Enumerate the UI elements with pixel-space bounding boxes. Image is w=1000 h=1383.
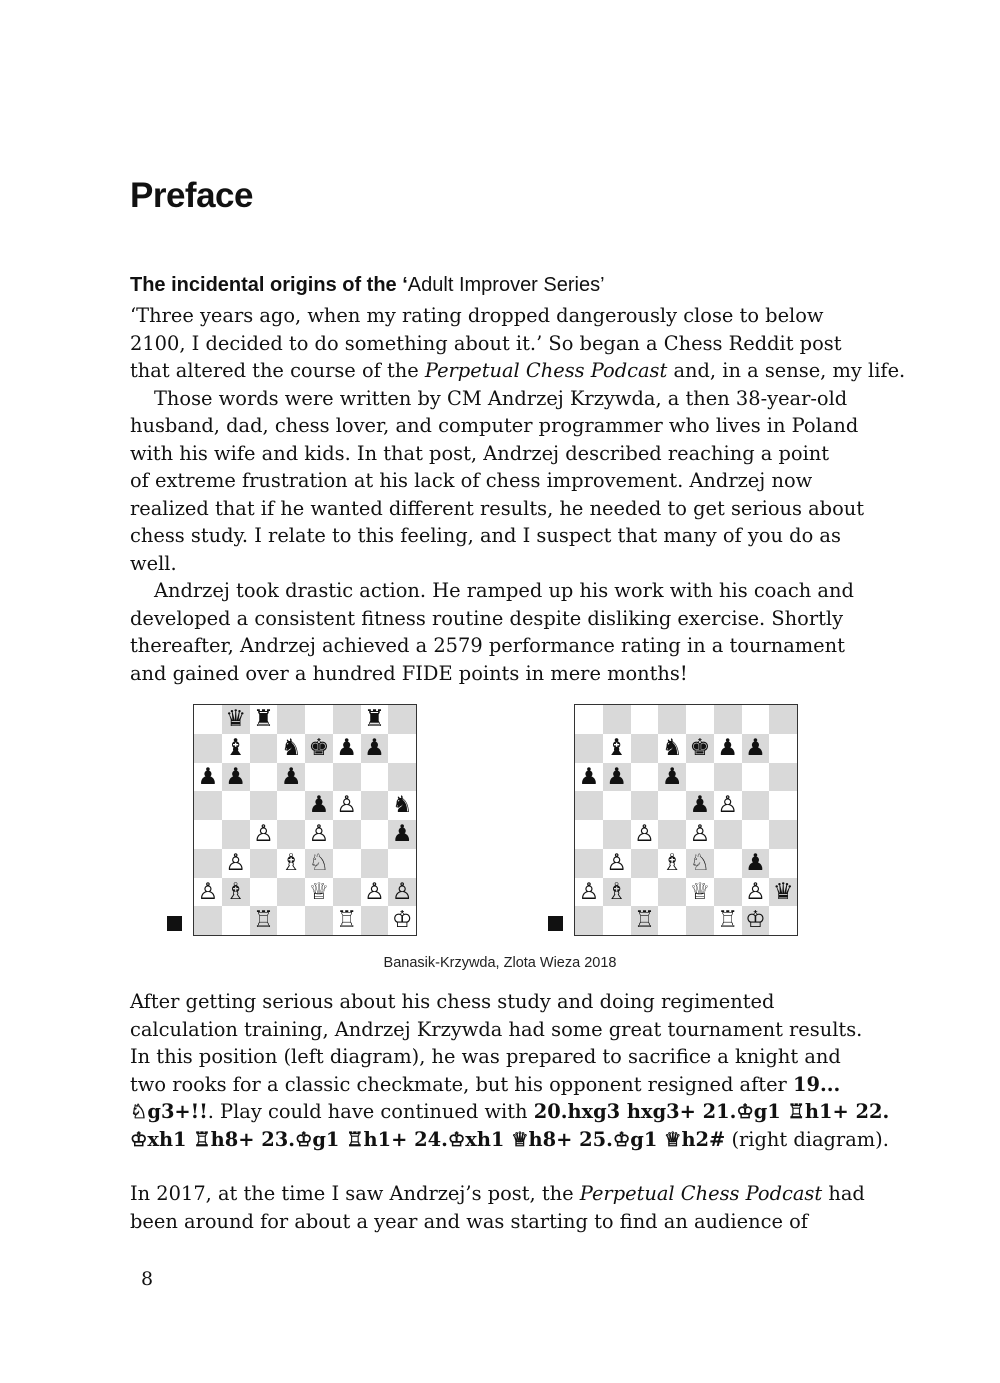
text-segment: calculation training, Andrzej Krzywda had some great tournament results.: [130, 1017, 863, 1041]
board-square: [361, 763, 389, 792]
board-square: [658, 878, 686, 907]
to-move-indicator-left: [167, 916, 182, 931]
body-text-top: [130, 302, 906, 687]
black-pawn-icon: ♟: [197, 763, 219, 790]
black-knight-icon: ♞: [661, 734, 683, 761]
black-bishop-icon: ♝: [606, 734, 627, 761]
white-pawn-icon: ♙: [391, 878, 413, 905]
white-pawn-icon: ♙: [717, 792, 738, 819]
text-segment: Those words were written by CM Andrzej Krzywda, a then 38-year-old: [154, 386, 848, 410]
text-line: [130, 660, 870, 688]
board-square: [277, 705, 305, 734]
white-knight-icon: ♘: [308, 849, 330, 876]
black-pawn-icon: ♟: [661, 763, 683, 790]
white-king-icon: ♔: [391, 907, 413, 934]
board-square: [250, 734, 278, 763]
board-square: [333, 878, 361, 907]
board-square: [658, 820, 686, 849]
board-square: [714, 705, 742, 734]
board-square: [277, 878, 305, 907]
text-segment: chess study. I relate to this feeling, and I suspect that many of you do as: [130, 524, 841, 547]
board-square: [361, 791, 389, 820]
text-line: [130, 412, 870, 440]
text-segment: developed a consistent fitness routine despite disliking exercise. Shortly: [130, 606, 844, 630]
text-segment: 2100, I decided to do something about it.’ So began a Chess Reddit post: [130, 331, 842, 355]
board-square: [714, 820, 742, 849]
white-pawn-icon: ♙: [364, 878, 385, 905]
board-square: [361, 906, 389, 935]
text-segment: well.: [130, 551, 177, 575]
board-square: [769, 705, 797, 734]
board-square: [769, 906, 797, 935]
section-heading-rest: Adult Improver Series’: [407, 274, 605, 296]
board-square: [194, 849, 222, 878]
white-pawn-icon: ♙: [745, 878, 766, 905]
white-rook-icon: ♖: [717, 907, 738, 934]
move-notation: 19...: [792, 1072, 841, 1096]
board-square: [769, 820, 797, 849]
text-line: [130, 988, 870, 1016]
chess-diagram-right: [574, 704, 798, 936]
board-square: [222, 820, 250, 849]
text-segment: In 2017, at the time I saw Andrzej’s post, the: [130, 1182, 580, 1205]
board-square: [222, 906, 250, 935]
board-square: [194, 791, 222, 820]
board-square: [333, 820, 361, 849]
board-square: [305, 906, 333, 935]
white-pawn-icon: ♙: [197, 878, 219, 905]
board-square: [250, 849, 278, 878]
board-square: [631, 791, 659, 820]
black-pawn-icon: ♟: [308, 792, 330, 819]
text-line: [130, 522, 870, 550]
board-square: [769, 734, 797, 763]
text-segment: ‘Three years ago, when my rating dropped dangerously close to below: [130, 304, 824, 327]
text-segment: . Play could have continued with: [207, 1100, 534, 1123]
text-segment: with his wife and kids. In that post, Andrzej described reaching a point: [130, 441, 830, 465]
page-number: 8: [141, 1268, 154, 1290]
board-square: [575, 791, 603, 820]
board-square: [250, 878, 278, 907]
move-notation: ♘g3+!!: [130, 1100, 208, 1123]
text-segment: realized that if he wanted different results, he needed to get serious about: [130, 496, 865, 520]
board-square: [769, 763, 797, 792]
white-knight-icon: ♘: [689, 849, 711, 876]
text-line: [130, 1126, 889, 1154]
board-square: [714, 849, 742, 878]
text-line: [130, 605, 870, 633]
board-square: [305, 705, 333, 734]
board-square: [714, 763, 742, 792]
board-square: [658, 791, 686, 820]
board-square: [686, 906, 714, 935]
board-square: [333, 763, 361, 792]
board-square: [575, 849, 603, 878]
board-square: [388, 705, 416, 734]
board-square: [194, 705, 222, 734]
black-rook-icon: ♜: [253, 706, 274, 732]
text-line: [130, 495, 870, 523]
board-square: [250, 763, 278, 792]
text-segment: Andrzej took drastic action. He ramped up his work with his coach and: [154, 579, 854, 602]
white-king-icon: ♔: [745, 907, 766, 934]
body-text-bottom: [130, 988, 890, 1153]
text-line: [130, 1016, 870, 1044]
text-line: [130, 330, 870, 358]
text-line: [130, 302, 870, 330]
text-line: [130, 1071, 870, 1099]
white-pawn-icon: ♙: [578, 878, 600, 905]
black-knight-icon: ♞: [280, 734, 302, 761]
text-line: [130, 632, 870, 660]
white-rook-icon: ♖: [634, 907, 655, 934]
board-square: [575, 906, 603, 935]
board-square: [658, 906, 686, 935]
white-rook-icon: ♖: [253, 907, 274, 934]
board-square: [603, 906, 631, 935]
white-queen-icon: ♕: [689, 878, 711, 905]
black-king-icon: ♚: [308, 734, 330, 761]
board-square: [658, 705, 686, 734]
board-square: [333, 705, 361, 734]
text-segment: and gained over a hundred FIDE points in mere months!: [130, 661, 688, 685]
black-pawn-icon: ♟: [745, 849, 766, 876]
black-pawn-icon: ♟: [336, 734, 357, 761]
text-line: [130, 440, 870, 468]
board-square: [742, 820, 770, 849]
text-line: [130, 1208, 870, 1236]
text-line: [130, 1098, 890, 1126]
white-bishop-icon: ♗: [225, 878, 246, 905]
board-square: [575, 705, 603, 734]
text-segment: In this position (left diagram), he was prepared to sacrifice a knight and: [130, 1045, 841, 1068]
text-segment: been around for about a year and was starting to find an audience of: [130, 1209, 808, 1233]
board-square: [388, 763, 416, 792]
white-rook-icon: ♖: [336, 907, 357, 934]
board-square: [603, 791, 631, 820]
white-pawn-icon: ♙: [634, 821, 655, 847]
black-rook-icon: ♜: [364, 706, 385, 732]
white-pawn-icon: ♙: [308, 821, 330, 847]
black-pawn-icon: ♟: [391, 821, 413, 847]
board-square: [742, 763, 770, 792]
board-square: [388, 734, 416, 763]
board-square: [631, 734, 659, 763]
white-pawn-icon: ♙: [225, 849, 246, 876]
black-queen-icon: ♛: [225, 706, 246, 732]
text-segment: (right diagram).: [725, 1127, 889, 1151]
section-heading-bold: The incidental origins of the ‘: [130, 274, 408, 296]
italic-title: Perpetual Chess Podcast: [579, 1182, 823, 1205]
board-square: [631, 705, 659, 734]
black-pawn-icon: ♟: [225, 763, 246, 790]
text-segment: thereafter, Andrzej achieved a 2579 performance rating in a tournament: [130, 634, 845, 657]
text-line: [130, 1180, 870, 1208]
text-segment: of extreme frustration at his lack of chess improvement. Andrzej now: [130, 469, 813, 492]
italic-title: Perpetual Chess Podcast: [424, 359, 668, 382]
board-square: [194, 906, 222, 935]
board-square: [603, 705, 631, 734]
board-square: [631, 763, 659, 792]
board-square: [742, 791, 770, 820]
board-square: [686, 763, 714, 792]
board-square: [277, 820, 305, 849]
text-segment: two rooks for a classic checkmate, but his opponent resigned after: [130, 1072, 793, 1096]
black-pawn-icon: ♟: [689, 792, 711, 819]
board-square: [277, 791, 305, 820]
black-bishop-icon: ♝: [225, 734, 246, 761]
board-square: [194, 734, 222, 763]
board-square: [769, 791, 797, 820]
text-line: [130, 385, 870, 413]
board-square: [194, 820, 222, 849]
chess-diagram-left: [193, 704, 417, 936]
board-square: [277, 906, 305, 935]
white-queen-icon: ♕: [308, 878, 330, 905]
board-square: [769, 849, 797, 878]
black-pawn-icon: ♟: [745, 734, 766, 761]
black-queen-icon: ♛: [772, 878, 794, 905]
board-square: [305, 763, 333, 792]
white-bishop-icon: ♗: [606, 878, 627, 905]
text-line: [130, 577, 870, 605]
black-king-icon: ♚: [689, 734, 711, 761]
diagram-caption: Banasik-Krzywda, Zlota Wieza 2018: [383, 955, 617, 971]
text-line: [130, 357, 906, 385]
board-square: [742, 705, 770, 734]
move-notation: 20.hxg3 hxg3+ 21.♔g1 ♖h1+ 22.: [533, 1100, 890, 1123]
white-bishop-icon: ♗: [280, 849, 302, 876]
text-segment: and, in a sense, my life.: [667, 359, 906, 382]
text-line: [130, 1043, 870, 1071]
white-pawn-icon: ♙: [689, 821, 711, 847]
board-square: [631, 878, 659, 907]
move-notation: ♔xh1 ♖h8+ 23.♔g1 ♖h1+ 24.♔xh1 ♕h8+ 25.♔g1 ♕h2#: [130, 1127, 726, 1151]
board-square: [361, 820, 389, 849]
board-square: [250, 791, 278, 820]
white-pawn-icon: ♙: [606, 849, 627, 876]
text-segment: husband, dad, chess lover, and computer programmer who lives in Poland: [130, 414, 859, 437]
text-line: [130, 550, 870, 578]
section-heading: [130, 272, 870, 302]
white-pawn-icon: ♙: [253, 821, 274, 847]
board-square: [388, 849, 416, 878]
black-pawn-icon: ♟: [280, 763, 302, 790]
board-square: [686, 705, 714, 734]
black-pawn-icon: ♟: [578, 763, 600, 790]
text-line: [130, 467, 870, 495]
black-pawn-icon: ♟: [606, 763, 627, 790]
white-pawn-icon: ♙: [336, 792, 357, 819]
board-square: [631, 849, 659, 878]
board-square: [361, 849, 389, 878]
board-square: [575, 734, 603, 763]
white-bishop-icon: ♗: [661, 849, 683, 876]
text-segment: had: [822, 1182, 865, 1205]
to-move-indicator-right: [548, 916, 563, 931]
text-segment: After getting serious about his chess study and doing regimented: [130, 990, 775, 1013]
intro-section: [130, 272, 906, 687]
board-square: [575, 820, 603, 849]
black-pawn-icon: ♟: [717, 734, 738, 761]
board-square: [333, 849, 361, 878]
black-knight-icon: ♞: [391, 792, 413, 819]
board-square: [603, 820, 631, 849]
body-text-last: [130, 1180, 870, 1235]
text-segment: that altered the course of the: [130, 359, 425, 382]
chapter-title: Preface: [130, 176, 253, 215]
board-square: [714, 878, 742, 907]
board-square: [222, 791, 250, 820]
black-pawn-icon: ♟: [364, 734, 385, 761]
